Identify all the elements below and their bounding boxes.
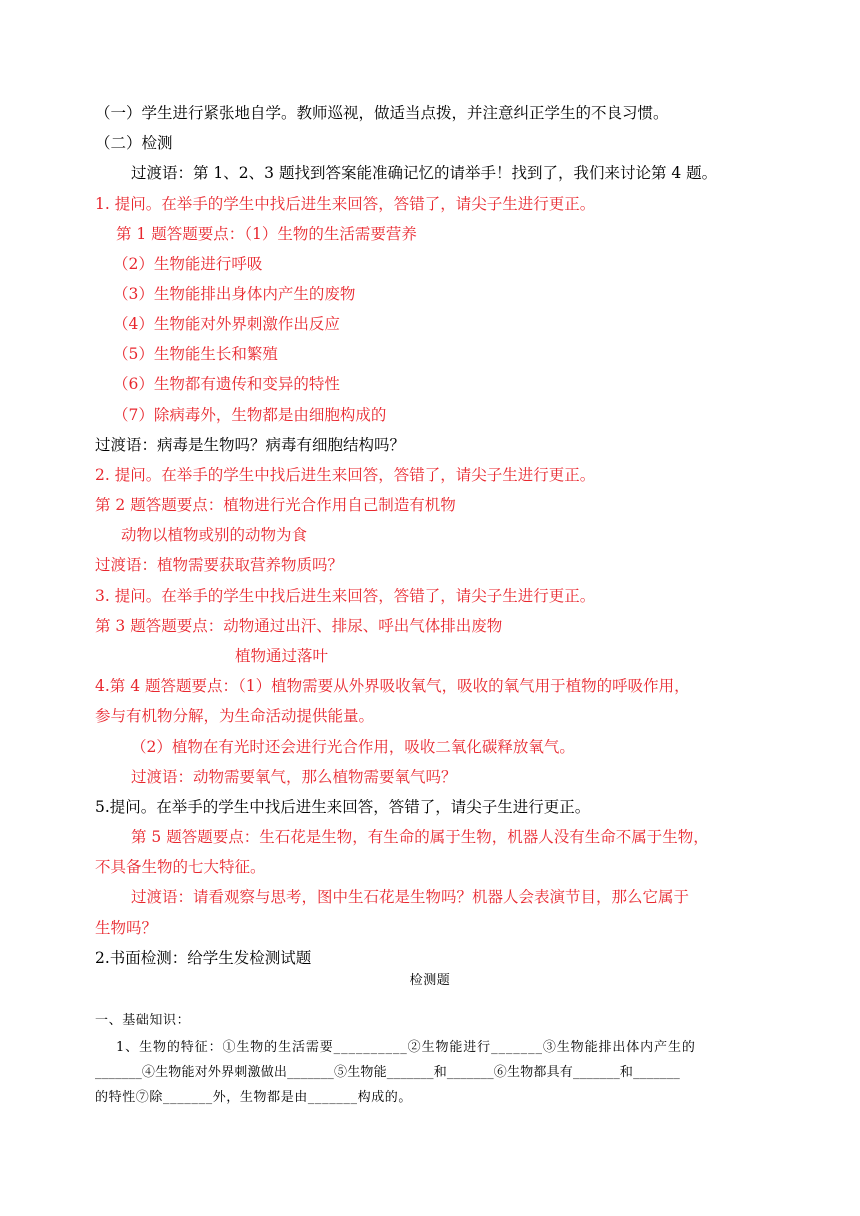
transition-line: 过渡语：请看观察与思考，图中生石花是生物吗？机器人会表演节目，那么它属于: [131, 888, 690, 906]
transition-continuation: 生物吗？: [95, 919, 158, 937]
written-test-line: 2.书面检测：给学生发检测试题: [95, 949, 312, 967]
self-study-line: （一）学生进行紧张地自学。教师巡视，做适当点拨，并注意纠正学生的不良习惯。: [95, 104, 669, 122]
answer-1-item: （2）生物能进行呼吸: [113, 255, 263, 273]
answer-4-continuation: 参与有机物分解，为生命活动提供能量。: [95, 707, 375, 725]
answer-1-heading: 第 1 题答题要点：（1）生物的生活需要营养: [116, 225, 417, 243]
question-1-line: 1. 提问。在举手的学生中找后进生来回答，答错了，请尖子生进行更正。: [95, 195, 596, 213]
transition-line: 过渡语：第 1、2、3 题找到答案能准确记忆的请举手！找到了，我们来讨论第 4 题。: [131, 164, 718, 182]
answer-3-item: 植物通过落叶: [235, 647, 329, 665]
answer-1-item: （7）除病毒外，生物都是由细胞构成的: [113, 406, 387, 424]
test-title: 检测题: [409, 973, 451, 988]
answer-4-heading: 4.第 4 题答题要点：（1）植物需要从外界吸收氧气，吸收的氧气用于植物的呼吸作用，: [95, 677, 690, 695]
test-question-line: _______④生物能对外界刺激做出_______⑤生物能_______和_______⑥生物都具有_______和_______: [95, 1065, 681, 1080]
test-question-line: 1、生物的特征：①生物的生活需要__________②生物能进行_______③生物能排出体内产生的: [116, 1040, 696, 1055]
answer-1-item: （6）生物都有遗传和变异的特性: [113, 375, 340, 393]
answer-1-item: （3）生物能排出身体内产生的废物: [113, 285, 356, 303]
transition-line: 过渡语：动物需要氧气，那么植物需要氧气吗？: [131, 768, 457, 786]
answer-5-heading: 第 5 题答题要点：生石花是生物，有生命的属于生物，机器人没有生命不属于生物，: [131, 828, 709, 846]
question-5-line: 5.提问。在举手的学生中找后进生来回答，答错了，请尖子生进行更正。: [95, 798, 591, 816]
transition-line: 过渡语：病毒是生物吗？病毒有细胞结构吗？: [95, 436, 406, 454]
question-3-line: 3. 提问。在举手的学生中找后进生来回答，答错了，请尖子生进行更正。: [95, 587, 596, 605]
answer-3-heading: 第 3 题答题要点：动物通过出汗、排尿、呼出气体排出废物: [95, 617, 503, 635]
question-2-line: 2. 提问。在举手的学生中找后进生来回答，答错了，请尖子生进行更正。: [95, 466, 596, 484]
section-heading-check: （二）检测: [95, 134, 173, 152]
answer-1-item: （5）生物能生长和繁殖: [113, 345, 278, 363]
answer-4-item: （2）植物在有光时还会进行光合作用，吸收二氧化碳释放氧气。: [131, 738, 575, 756]
transition-line: 过渡语：植物需要获取营养物质吗？: [95, 556, 344, 574]
test-section-heading: 一、基础知识：: [95, 1013, 191, 1028]
answer-2-item: 动物以植物或别的动物为食: [121, 526, 308, 544]
test-question-line: 的特性⑦除_______外，生物都是由_______构成的。: [95, 1090, 412, 1105]
answer-5-continuation: 不具备生物的七大特征。: [95, 858, 266, 876]
answer-2-heading: 第 2 题答题要点：植物进行光合作用自己制造有机物: [95, 496, 456, 514]
answer-1-item: （4）生物能对外界刺激作出反应: [113, 315, 340, 333]
